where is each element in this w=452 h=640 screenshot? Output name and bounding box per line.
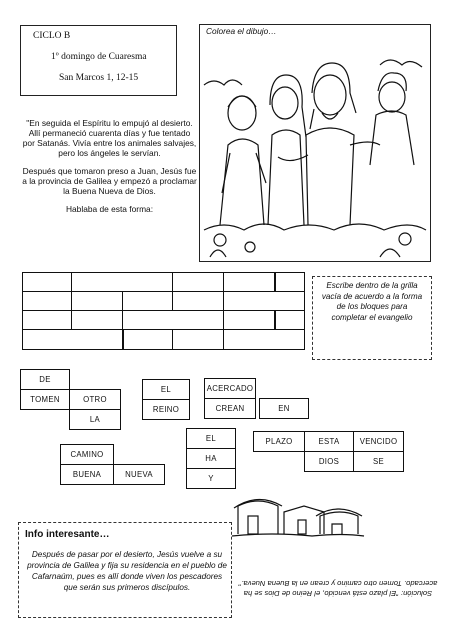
block-word: CAMINO <box>60 444 114 465</box>
solution-text: Solución: "El plazo está vencido, el Reino de Dios se ha acercado. Tomen otro camino y crean en la Buena Nueva." <box>238 579 438 598</box>
info-body: Después de pasar por el desierto, Jesús vuelve a su provincia de Galilea y fija su residencia en el pueblo de Cafarnaúm, pues es allí donde viven los pescadores que serán sus primeros discípulos. <box>27 550 227 592</box>
grid-cell[interactable] <box>122 291 173 311</box>
grid-cell[interactable] <box>22 272 72 292</box>
grid-cell[interactable] <box>172 291 224 311</box>
sunday-title: 1º domingo de Cuaresma <box>51 52 147 62</box>
header-box <box>20 25 177 96</box>
block-word: EL <box>186 428 236 449</box>
block-word: PLAZO <box>253 431 305 452</box>
jesus-disciples-illustration <box>200 25 430 261</box>
block-word: REINO <box>142 399 190 420</box>
block-word: EL <box>142 379 190 400</box>
block-word: TOMEN <box>20 389 70 410</box>
info-title: Info interesante… <box>25 529 110 540</box>
grid-cell[interactable] <box>172 329 224 350</box>
block-word: BUENA <box>60 464 114 485</box>
grid-cell[interactable] <box>71 291 123 311</box>
instruction-box <box>312 276 432 360</box>
block-word: CREAN <box>204 398 256 419</box>
village-illustration <box>228 488 368 540</box>
grid-cell[interactable] <box>22 329 124 350</box>
block-word: Y <box>186 468 236 489</box>
grid-cell[interactable] <box>223 272 275 292</box>
grid-cell[interactable] <box>223 329 305 350</box>
grid-cell[interactable] <box>275 272 305 292</box>
gospel-text <box>22 118 197 222</box>
info-box <box>18 522 232 618</box>
block-word: OTRO <box>69 389 121 410</box>
block-word: VENCIDO <box>353 431 404 452</box>
block-word: DE <box>20 369 70 390</box>
block-word: ESTA <box>304 431 354 452</box>
grid-cell[interactable] <box>172 272 224 292</box>
block-word: ACERCADO <box>204 378 256 399</box>
grid-cell[interactable] <box>71 310 123 330</box>
grid-cell[interactable] <box>22 310 72 330</box>
instruction-text: Escribe dentro de la grilla vacía de acuerdo a la forma de los bloques para completar el evangelio <box>321 281 423 322</box>
grid-cell[interactable] <box>122 310 224 330</box>
block-word: EN <box>259 398 309 419</box>
block-word: LA <box>69 409 121 430</box>
gospel-paragraph-1: "En seguida el Espíritu lo empujó al desierto. Allí permaneció cuarenta días y fue tentado por Satanás. Vivía entre los animales salvajes, pero los ángeles le servían. <box>22 118 197 158</box>
drawing-caption: Colorea el dibujo… <box>206 26 277 36</box>
grid-cell[interactable] <box>122 329 173 350</box>
coloring-drawing <box>199 24 431 262</box>
grid-cell[interactable] <box>223 310 275 330</box>
block-word: NUEVA <box>113 464 165 485</box>
grid-cell[interactable] <box>275 310 305 330</box>
gospel-reference: San Marcos 1, 12-15 <box>59 73 139 83</box>
block-word: DIOS <box>304 451 354 472</box>
cycle-label: CICLO B <box>33 31 71 41</box>
gospel-paragraph-3: Hablaba de esta forma: <box>65 204 154 214</box>
grid-cell[interactable] <box>71 272 173 292</box>
block-word: HA <box>186 448 236 469</box>
block-word: SE <box>353 451 404 472</box>
grid-cell[interactable] <box>223 291 305 311</box>
grid-cell[interactable] <box>22 291 72 311</box>
gospel-paragraph-2: Después que tomaron preso a Juan, Jesús fue a la provincia de Galilea y empezó a proclamar la Buena Nueva de Dios. <box>22 166 197 196</box>
